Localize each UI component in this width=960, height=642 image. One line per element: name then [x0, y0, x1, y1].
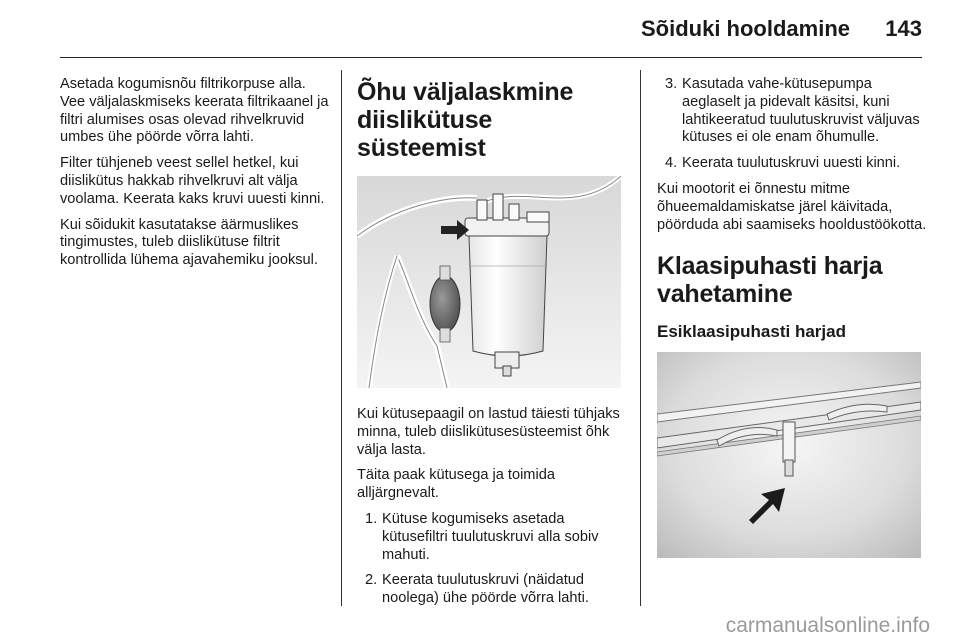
step-number: 1.	[365, 510, 378, 527]
wiper-blade-illustration	[657, 352, 921, 558]
list-item	[657, 76, 927, 147]
column-2	[357, 78, 627, 616]
list-item	[357, 511, 627, 564]
subheading-windscreen-wipers: Esiklaasipuhasti harjad	[657, 322, 846, 342]
paragraph: Filter tühjeneb veest sellel hetkel, kui diislikütus hakkab rihvelkruvi alt välja voolama. Keerata kaks kruvi uuesti kinni.	[60, 155, 325, 207]
step-number: 2.	[365, 572, 378, 589]
column-1	[60, 76, 332, 278]
header-rule	[60, 57, 922, 58]
step-text: Keerata tuulutuskruvi (näidatud noolega) ühe pöörde võrra lahti.	[382, 572, 589, 607]
step-text: Kütuse kogumiseks asetada kütusefiltri tuulutuskruvi alla sobiv mahuti.	[382, 510, 599, 563]
column-divider-1	[341, 70, 342, 606]
fuel-filter-illustration	[357, 176, 621, 388]
step-number: 4.	[665, 155, 678, 172]
bleeding-steps-list-continued	[657, 76, 927, 173]
step-number: 3.	[665, 76, 678, 92]
watermark-text: carmanualsonline.info	[725, 614, 930, 637]
section-heading-air-bleeding: Õhu väljalaskmine diislikütuse süsteemist	[357, 78, 574, 162]
section-heading-wiper-replacement: Klaasipuhasti harja vahetamine	[657, 252, 883, 309]
paragraph: Täita paak kütusega ja toimida alljärgnevalt.	[357, 467, 555, 502]
column-divider-2	[640, 70, 641, 606]
paragraph: Kui mootorit ei õnnestu mitme õhueemaldamiskatse järel käivitada, pöörduda abi saamiseks hooldustöökotta.	[657, 180, 927, 233]
page-number: 143	[885, 16, 922, 41]
list-item	[657, 155, 927, 173]
paragraph: Kui sõidukit kasutatakse äärmuslikes tingimustes, tuleb diislikütuse filtrit kontrollida lühema ajavahemiku jooksul.	[60, 216, 318, 269]
step-text: Kasutada vahe-kütusepumpa aeglaselt ja pidevalt käsitsi, kuni lahtikeeratud tuulutuskruvist väljuvas kütuses ei ole enam õhumulle.	[682, 76, 920, 146]
paragraph: Kui kütusepaagil on lastud täiesti tühjaks minna, tuleb diislikütusesüsteemist õhk välja lasta.	[357, 406, 620, 458]
list-item	[357, 572, 627, 608]
header-title: Sõiduki hooldamine	[640, 16, 850, 41]
paragraph: Asetada kogumisnõu filtrikorpuse alla. Vee väljalaskmiseks keerata filtrikaanel ja filtri alumises osas olevad rihvelkruvid umbes ühe pöörde võrra lahti.	[60, 76, 329, 146]
bleeding-steps-list	[357, 511, 627, 608]
column-3	[657, 76, 927, 576]
step-text: Keerata tuulutuskruvi uuesti kinni.	[682, 155, 901, 172]
